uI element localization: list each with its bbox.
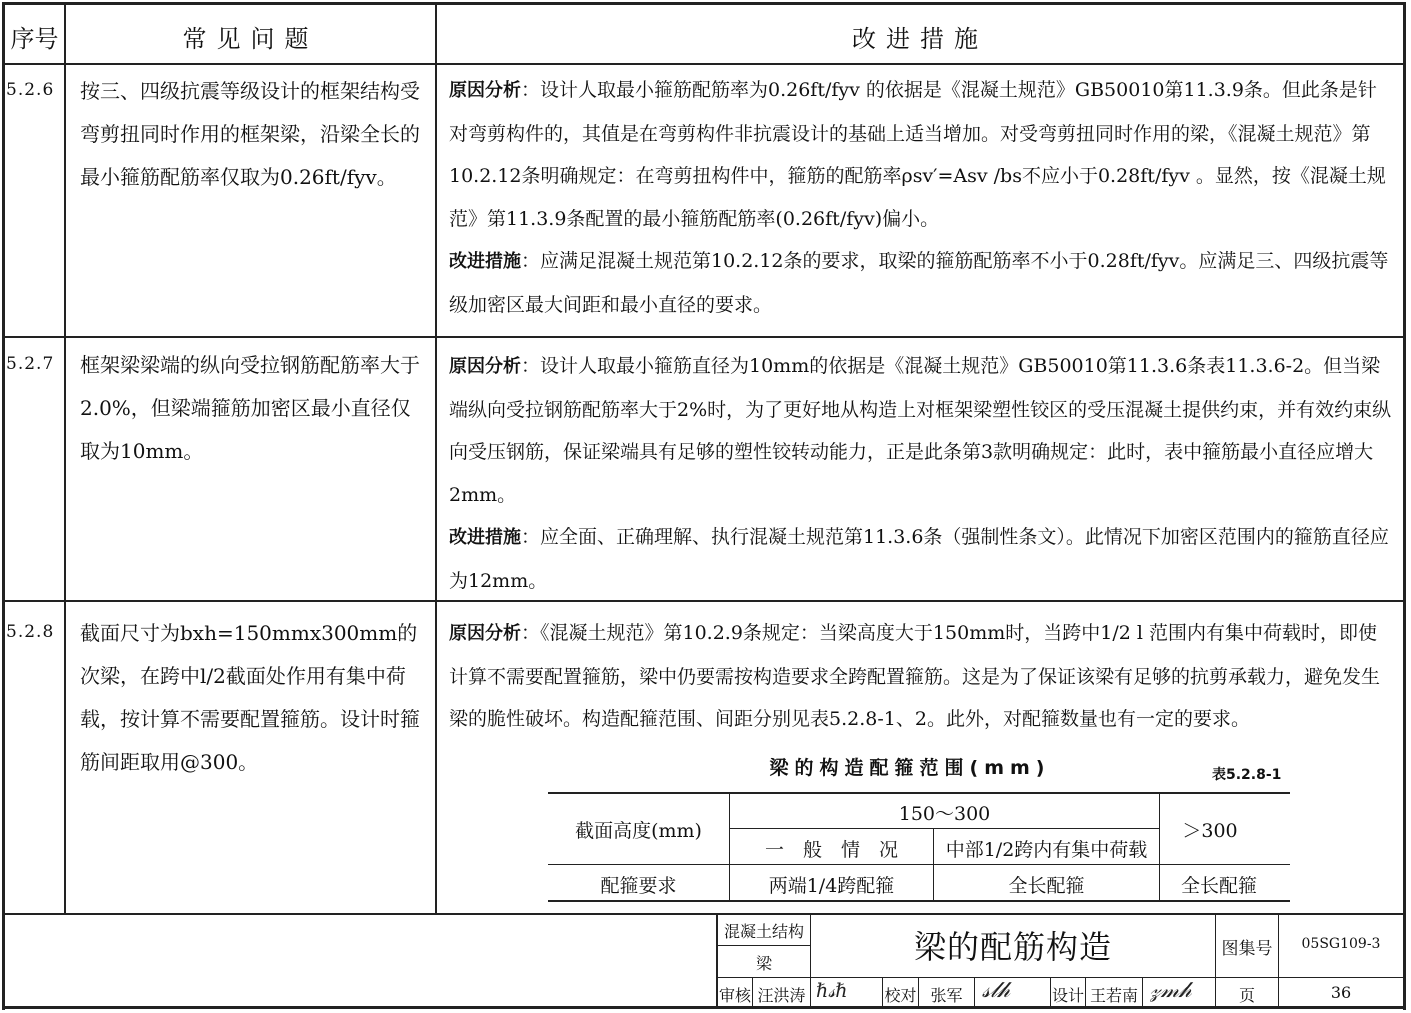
table-cell: 全长配箍: [1180, 875, 1257, 897]
analysis-label: 原因分析: [449, 356, 521, 377]
analysis-label: 原因分析: [449, 80, 521, 101]
tb-review-label: 审核: [718, 986, 751, 1005]
tb-line: [716, 945, 811, 946]
problem-text: 按三、四级抗震等级设计的框架结构受弯剪扭同时作用的框架梁，沿梁全长的最小箍筋配筋率仅取为0.26ft/fyv。: [80, 79, 420, 189]
drawing-title: 梁的配筋构造: [913, 928, 1112, 966]
tb-design-label: 设计: [1051, 986, 1084, 1005]
tb-atlas-no: 05SG109-3: [1301, 936, 1381, 952]
tb-page-label: 页: [1238, 986, 1255, 1005]
review-signature: ℏ𝓈ℏ: [816, 980, 848, 1002]
tb-atlas-label: 图集号: [1221, 939, 1273, 959]
tb-line: [974, 977, 975, 1009]
tb-subcategory: 梁: [755, 954, 772, 973]
measure-text: ：应全面、正确理解、执行混凝土规范第11.3.6条（强制性条文）。此情况下加密区范围内的箍筋直径应为12mm。: [449, 526, 1389, 592]
table-cell: 全长配箍: [1008, 875, 1085, 897]
problem-text: 框架梁梁端的纵向受拉钢筋配筋率大于2.0%，但梁端箍筋加密区最小直径仅取为10mm。: [80, 353, 420, 463]
table-cell: 一 般 情 况: [764, 839, 898, 861]
measure-cell: [449, 612, 1395, 741]
row-divider: [2, 913, 1406, 915]
tb-category: 混凝土结构: [723, 922, 804, 941]
table-cell: 150～300: [898, 803, 991, 825]
measure-label: 改进措施: [449, 251, 521, 272]
tb-line: [1142, 977, 1143, 1009]
tb-design-name: 王若南: [1089, 986, 1138, 1005]
tb-check-name: 张军: [930, 986, 963, 1005]
frame-top: [2, 2, 1406, 5]
analysis-text: ：设计人取最小箍筋直径为10mm的依据是《混凝土规范》GB50010第11.3.6条表11.3.6-2。但当梁端纵向受拉钢筋配筋率大于2%时，为了更好地从构造上对框架梁塑性铰区的受压混凝土提供约束，并有效约束纵向受压钢筋，保证梁端具有足够的塑性铰转动能力，正是此条第3款明确规定：此时，表中箍筋最小直径应增大2mm。: [449, 355, 1392, 506]
analysis-label: 原因分析: [449, 623, 521, 644]
row-number: 5.2.7: [6, 354, 55, 374]
table-cell: ＞300: [1182, 820, 1238, 842]
tb-line: [716, 977, 1406, 978]
col-divider: [64, 2, 66, 915]
measure-label: 改进措施: [449, 527, 521, 548]
measure-cell: [449, 345, 1395, 602]
tb-page-no: 36: [1330, 983, 1352, 1002]
analysis-text: ：《混凝土规范》第10.2.9条规定：当梁高度大于150mm时，当跨中1/2 l 范围内有集中荷载时，即使计算不需要配置箍筋，梁中仍要需按构造要求全跨配置箍筋。这是为了保证该梁有足够的抗剪承载力，避免发生梁的脆性破坏。构造配箍范围、间距分别见表5.2.8-1、2。此外，对配箍数量也有一定的要求。: [449, 622, 1381, 730]
measure-text: ：应满足混凝土规范第10.2.12条的要求，取梁的箍筋配筋率不小于0.28ft/fyv。应满足三、四级抗震等级加密区最大间距和最小直径的要求。: [449, 250, 1389, 316]
analysis-text: ：设计人取最小箍筋配筋率为0.26ft/fyv 的依据是《混凝土规范》GB50010第11.3.9条。但此条是针对弯剪构件的，其值是在弯剪构件非抗震设计的基础上适当增加。对受弯剪扭同时作用的梁，《混凝土规范》第10.2.12条明确规定：在弯剪扭构件中，箍筋的配筋率ρsv′=Asv /bs不应小于0.28ft/fyv 。显然，按《混凝土规范》第11.3.9条配置的最小箍筋配筋率(0.26ft/fyv)偏小。: [449, 79, 1386, 230]
tb-line: [810, 977, 811, 1009]
table-number: 表5.2.8-1: [1212, 767, 1282, 783]
tb-check-label: 校对: [884, 986, 917, 1005]
table-title: 梁的构造配箍范围(mm): [769, 757, 1051, 779]
row-number: 5.2.8: [6, 622, 55, 642]
header-measure: 改进措施: [852, 24, 988, 53]
check-signature: 𝓈𝓁𝒽: [982, 978, 1011, 1003]
table-line: [548, 792, 1290, 794]
frame-left: [2, 2, 5, 1010]
table-line: [548, 900, 1290, 902]
row-number: 5.2.6: [6, 80, 55, 100]
table-line: [730, 828, 1160, 829]
table-line: [548, 864, 1290, 865]
header-problem: 常见问题: [182, 24, 319, 53]
problem-text: 截面尺寸为bxh=150mmx300mm的次梁，在跨中l/2截面处作用有集中荷载，按计算不需要配置箍筋。设计时箍筋间距取用@300。: [80, 621, 420, 774]
design-signature: 𝓏𝓂𝒽: [1150, 978, 1192, 1003]
table-cell: 配箍要求: [600, 875, 677, 897]
table-cell: 截面高度(mm): [575, 820, 702, 842]
tb-review-name: 汪洪涛: [757, 986, 806, 1005]
row-divider: [2, 336, 1406, 338]
header-index: 序号: [10, 24, 59, 53]
table-cell: 两端1/4跨配箍: [768, 875, 895, 897]
frame-right: [1403, 2, 1406, 1010]
measure-cell: [449, 69, 1395, 326]
frame-bottom: [2, 1006, 1406, 1009]
col-divider: [435, 2, 437, 915]
table-cell: 中部1/2跨内有集中荷载: [945, 839, 1148, 861]
